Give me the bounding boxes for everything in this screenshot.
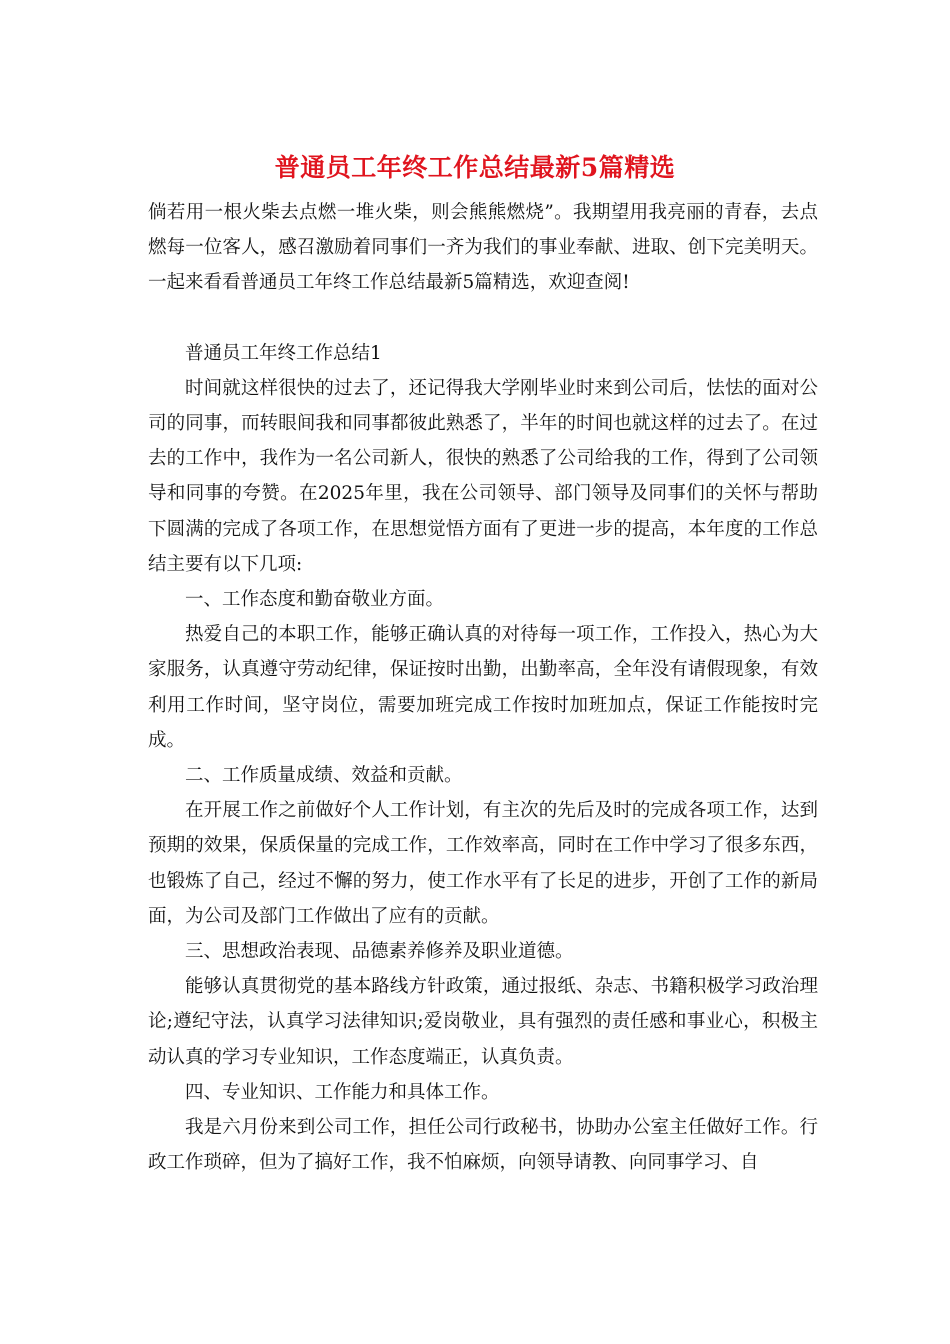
document-title: 普通员工年终工作总结最新5篇精选 — [274, 153, 676, 182]
subheading: 二、工作质量成绩、效益和贡献。 — [185, 765, 463, 787]
section-heading: 普通员工年终工作总结1 — [185, 342, 382, 364]
subheading: 三、思想政治表现、品德素养修养及职业道德。 — [185, 941, 574, 963]
body-paragraph: 时间就这样很快的过去了，还记得我大学刚毕业时来到公司后，怯怯的面对公司的同事，而转眼间我和同事都彼此熟悉了，半年的时间也就这样的过去了。在过去的工作中，我作为一名公司新人，很快的熟悉了公司给我的工作，得到了公司领导和同事的夸赞。在2025年里，我在公司领导、部门领导及同事们的关怀与帮助下圆满的完成了各项工作，在思想觉悟方面有了更进一步的提高，本年度的工作总结主要有以下几项: — [148, 377, 818, 575]
intro-paragraph: 倘若用一根火柴去点燃一堆火柴，则会熊熊燃烧”。我期望用我亮丽的青春，去点燃每一位客人，感召激励着同事们一齐为我们的事业奉献、进取、创下完美明天。一起来看看普通员工年终工作总结最新5篇精选，欢迎查阅! — [148, 202, 818, 294]
body-paragraph: 我是六月份来到公司工作，担任公司行政秘书，协助办公室主任做好工作。行政工作琐碎，但为了搞好工作，我不怕麻烦，向领导请教、向同事学习、自 — [148, 1117, 818, 1174]
body-paragraph: 热爱自己的本职工作，能够正确认真的对待每一项工作，工作投入，热心为大家服务，认真遵守劳动纪律，保证按时出勤，出勤率高，全年没有请假现象，有效利用工作时间，坚守岗位，需要加班完成工作按时加班加点，保证工作能按时完成。 — [148, 624, 818, 751]
body-paragraph: 能够认真贯彻党的基本路线方针政策，通过报纸、杂志、书籍积极学习政治理论;遵纪守法，认真学习法律知识;爱岗敬业，具有强烈的责任感和事业心，积极主动认真的学习专业知识，工作态度端正，认真负责。 — [148, 976, 818, 1068]
subheading: 一、工作态度和勤奋敬业方面。 — [185, 589, 445, 611]
document-body — [148, 195, 818, 1180]
body-paragraph: 在开展工作之前做好个人工作计划，有主次的先后及时的完成各项工作，达到预期的效果，保质保量的完成工作，工作效率高，同时在工作中学习了很多东西，也锻炼了自己，经过不懈的努力，使工作水平有了长足的进步，开创了工作的新局面，为公司及部门工作做出了应有的贡献。 — [148, 800, 818, 927]
subheading: 四、专业知识、工作能力和具体工作。 — [185, 1081, 500, 1103]
